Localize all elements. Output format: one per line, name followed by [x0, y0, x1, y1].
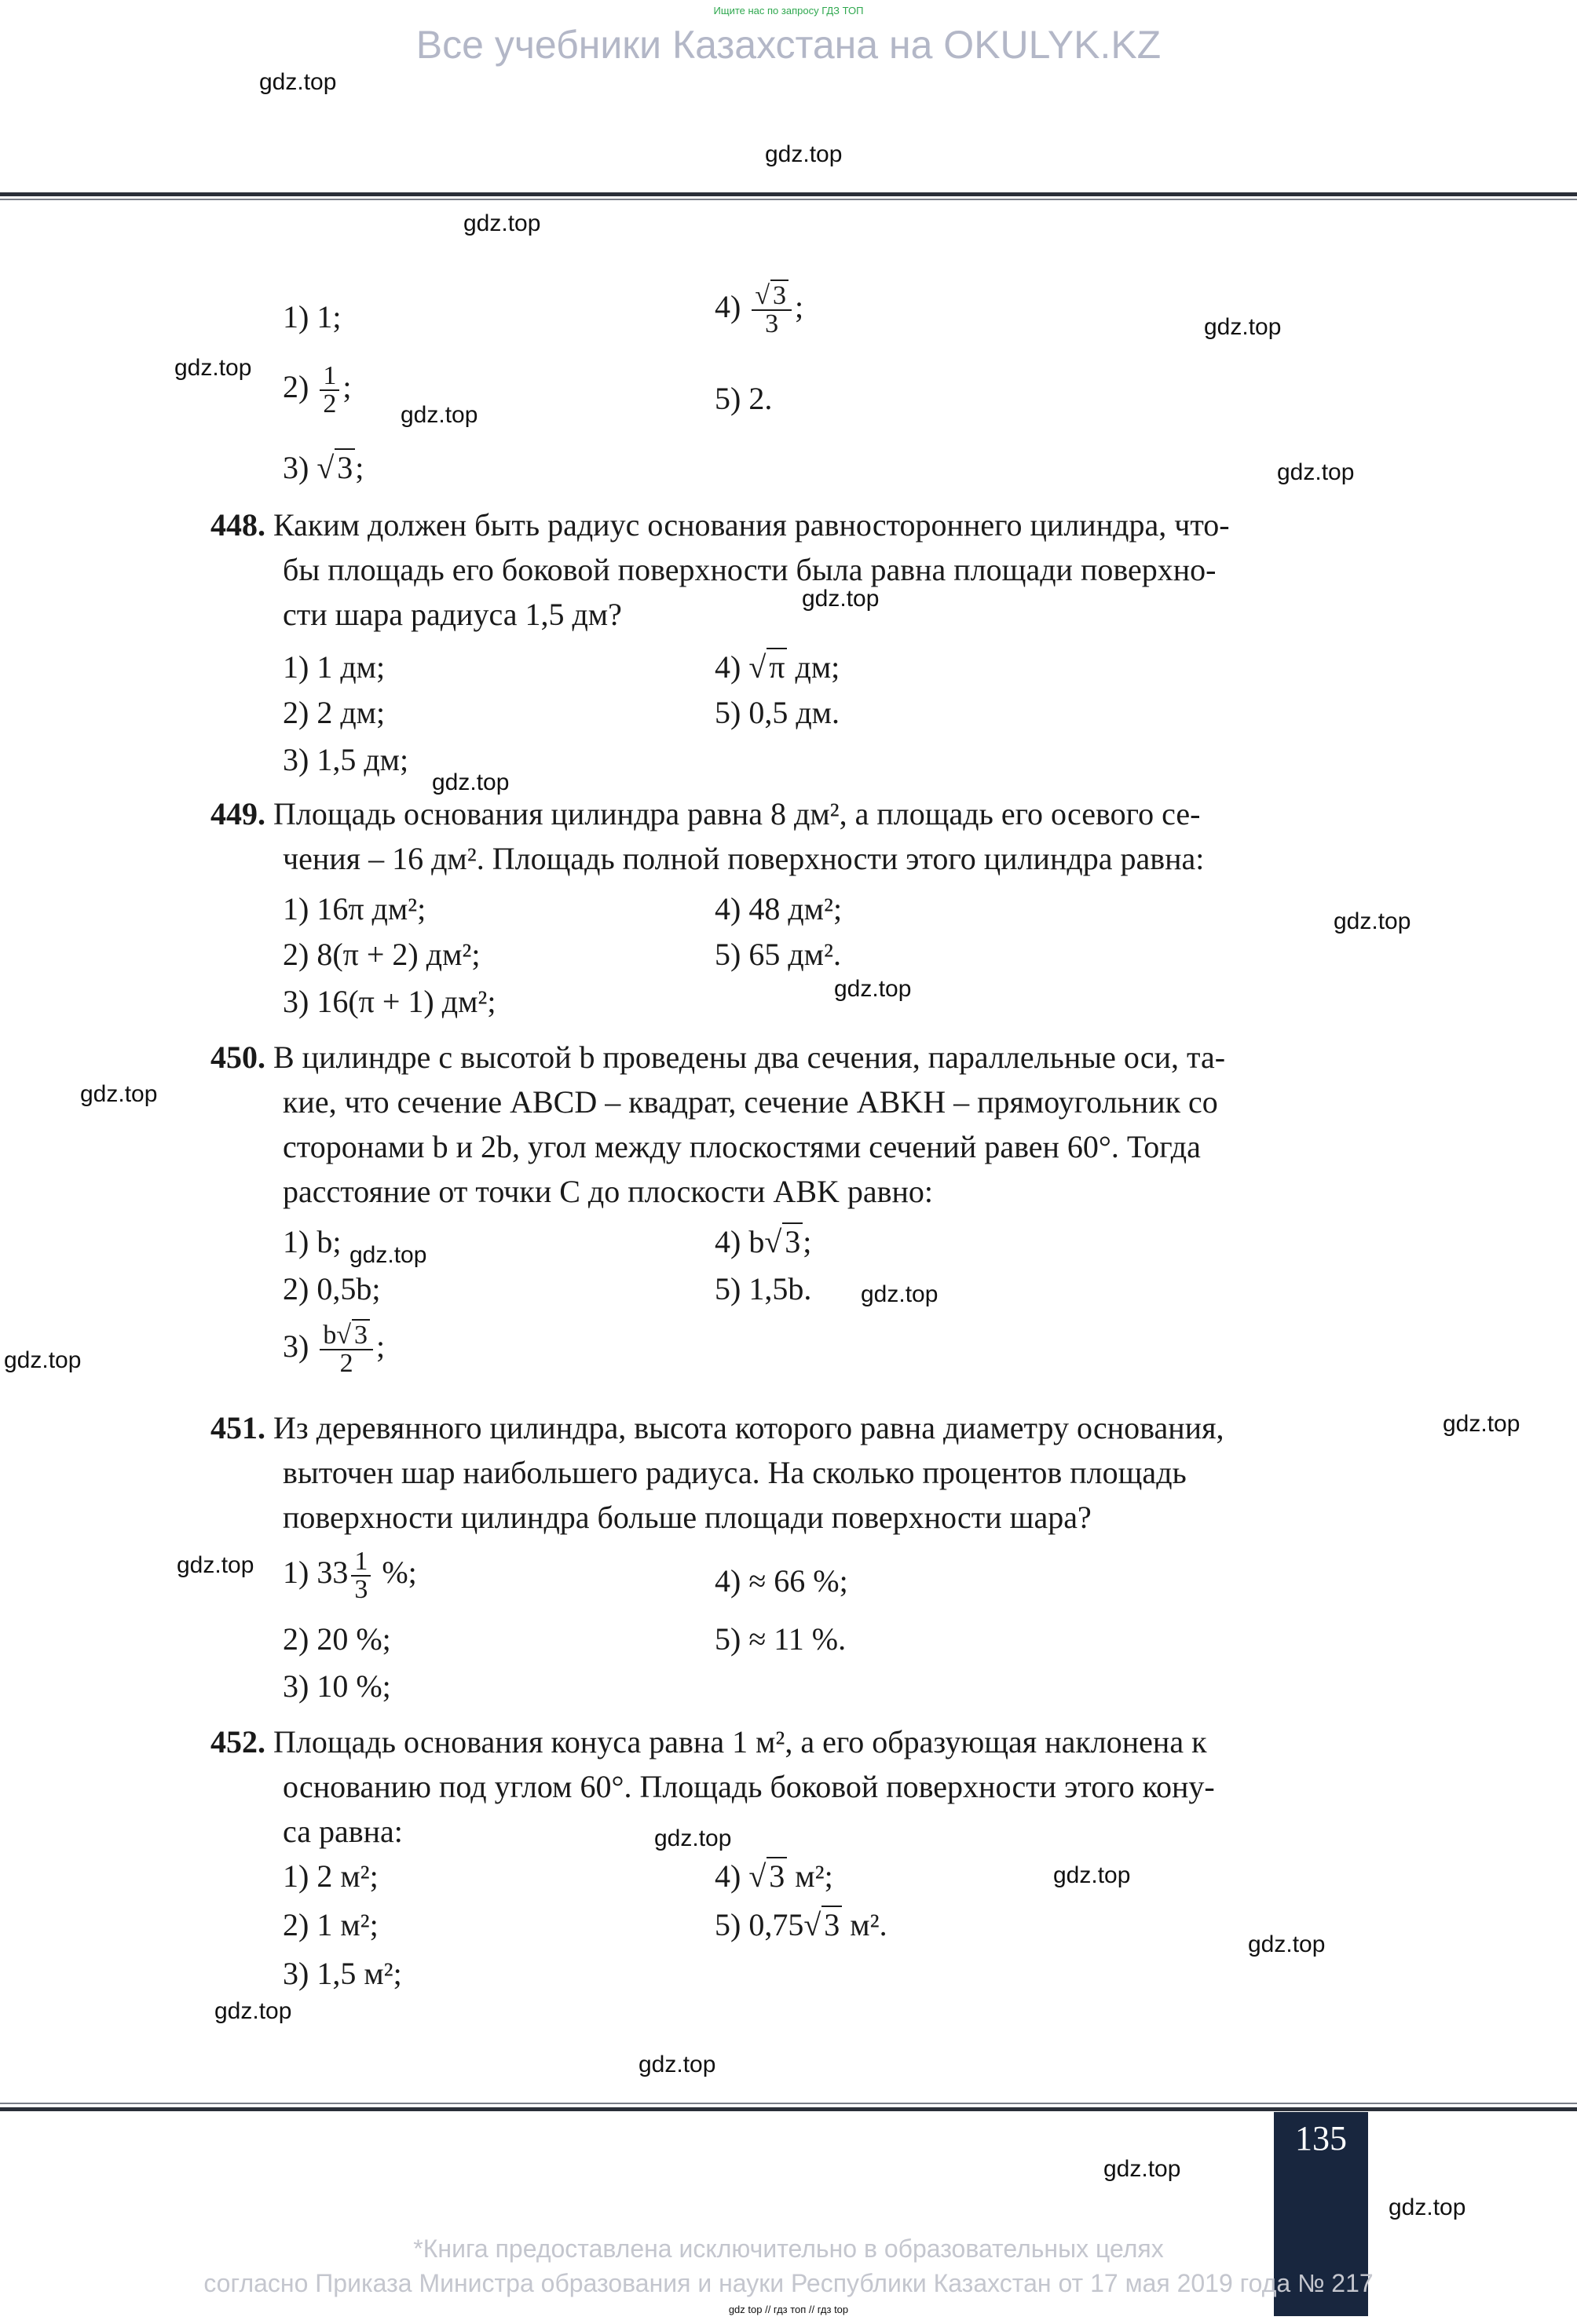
- watermark: gdz.top: [259, 69, 337, 95]
- watermark: gdz.top: [432, 769, 510, 795]
- p447-option-5: 5) 2.: [715, 381, 773, 416]
- p450-line-2: кие, что сечение ABCD – квадрат, сечение ABKH – прямоугольник со: [283, 1084, 1218, 1120]
- watermark: gdz.top: [1204, 314, 1282, 340]
- p449-option-5: 5) 65 дм².: [715, 937, 841, 972]
- fraction: $\frac{√ 3}{3}$: [752, 283, 792, 338]
- p450-line-1: 450. В цилиндре с высотой b проведены два сечения, параллельные оси, та-: [210, 1040, 1226, 1075]
- watermark: gdz.top: [765, 141, 843, 167]
- p448-option-2: 2) 2 дм;: [283, 695, 386, 730]
- p452-option-4: 4) √ 3 м²;: [715, 1858, 833, 1894]
- watermark: gdz.top: [638, 2052, 716, 2077]
- watermark: gdz.top: [1443, 1411, 1520, 1437]
- watermark: gdz.top: [1103, 2156, 1181, 2182]
- p451-line-2: выточен шар наибольшего радиуса. На сколько процентов площадь: [283, 1455, 1187, 1490]
- p449-option-1: 1) 16π дм²;: [283, 891, 426, 926]
- p447-option-3: 3) √ 3;: [283, 450, 364, 485]
- p449-option-3: 3) 16(π + 1) дм²;: [283, 984, 496, 1019]
- p452-option-5: 5) 0,75√ 3 м².: [715, 1907, 887, 1942]
- bottom-rule: [0, 2107, 1577, 2111]
- p449-option-2: 2) 8(π + 2) дм²;: [283, 937, 481, 972]
- watermark: gdz.top: [463, 210, 541, 236]
- p448-option-3: 3) 1,5 дм;: [283, 742, 409, 777]
- p451-line-3: поверхности цилиндра больше площади поверхности шара?: [283, 1500, 1092, 1535]
- p450-line-4: расстояние от точки C до плоскости ABK равно:: [283, 1174, 934, 1209]
- p447-option-1: 1) 1;: [283, 299, 342, 334]
- problem-number: 448.: [210, 507, 265, 543]
- p452-option-2: 2) 1 м²;: [283, 1907, 379, 1942]
- p452-line-1: 452. Площадь основания конуса равна 1 м², а его образующая наклонена к: [210, 1724, 1207, 1759]
- watermark: gdz.top: [1334, 908, 1411, 934]
- fraction: $\frac{1}{2}$: [320, 363, 339, 418]
- watermark: gdz.top: [177, 1552, 254, 1578]
- problem-number: 452.: [210, 1724, 265, 1759]
- p448-option-5: 5) 0,5 дм.: [715, 695, 840, 730]
- p450-option-3: 3) $\frac{b√ 3}{2}$ ;: [283, 1321, 386, 1378]
- site-banner[interactable]: Все учебники Казахстана на OKULYK.KZ: [415, 23, 1162, 67]
- problem-number: 451.: [210, 1410, 265, 1445]
- p448-line-2: бы площадь его боковой поверхности была равна площади поверхно-: [283, 552, 1217, 587]
- p448-option-1: 1) 1 дм;: [283, 649, 386, 685]
- footer-line-1: *Книга предоставлена исключительно в образовательных целях: [413, 2234, 1164, 2263]
- page-number: 135: [1295, 2119, 1347, 2158]
- p450-option-5: 5) 1,5b.: [715, 1271, 812, 1306]
- watermark: gdz.top: [802, 586, 880, 612]
- p452-option-1: 1) 2 м²;: [283, 1858, 379, 1894]
- p449-option-4: 4) 48 дм²;: [715, 891, 843, 926]
- p450-line-3: сторонами b и 2b, угол между плоскостями сечений равен 60°. Тогда: [283, 1129, 1201, 1164]
- watermark: gdz.top: [174, 355, 252, 381]
- watermark: gdz.top: [349, 1242, 427, 1268]
- p448-option-4: 4) √ π дм;: [715, 649, 840, 685]
- p451-option-1: 1) 33 $\frac{1}{3}$ %;: [283, 1547, 417, 1604]
- p450-option-2: 2) 0,5b;: [283, 1271, 381, 1306]
- watermark: gdz.top: [654, 1825, 732, 1851]
- footer-small[interactable]: gdz top // гдз топ // гдз top: [728, 2304, 849, 2315]
- watermark: gdz.top: [80, 1081, 158, 1107]
- p447-option-4: 4) $\frac{√ 3}{3}$ ;: [715, 281, 804, 338]
- p450-option-4: 4) b√ 3;: [715, 1224, 812, 1259]
- p451-option-3: 3) 10 %;: [283, 1668, 391, 1704]
- p449-line-1: 449. Площадь основания цилиндра равна 8 дм², а площадь его осевого се-: [210, 796, 1201, 831]
- watermark: gdz.top: [4, 1347, 82, 1373]
- bottom-rule-thin: [0, 2103, 1577, 2104]
- top-rule-thin: [0, 199, 1577, 200]
- p452-option-3: 3) 1,5 м²;: [283, 1956, 402, 1991]
- watermark: gdz.top: [834, 976, 912, 1002]
- p451-option-4: 4) ≈ 66 %;: [715, 1563, 848, 1599]
- problem-number: 450.: [210, 1040, 265, 1075]
- p447-option-2: 2) $\frac{1}{2}$ ;: [283, 361, 352, 418]
- watermark: gdz.top: [1277, 459, 1355, 485]
- p449-line-2: чения – 16 дм². Площадь полной поверхности этого цилиндра равна:: [283, 841, 1205, 876]
- fraction: $\frac{b√ 3}{2}$: [320, 1322, 373, 1377]
- p451-option-2: 2) 20 %;: [283, 1621, 391, 1657]
- watermark: gdz.top: [1248, 1931, 1326, 1957]
- watermark: gdz.top: [861, 1281, 939, 1307]
- p448-line-1: 448. Каким должен быть радиус основания равностороннего цилиндра, что-: [210, 507, 1230, 543]
- footer-line-2: согласно Приказа Министра образования и науки Республики Казахстан от 17 мая 2019 года № 217: [203, 2269, 1374, 2297]
- problem-number: 449.: [210, 796, 265, 831]
- top-rule: [0, 192, 1577, 196]
- p452-line-3: са равна:: [283, 1814, 403, 1849]
- watermark: gdz.top: [214, 1998, 292, 2024]
- watermark: gdz.top: [1389, 2194, 1466, 2220]
- p448-line-3: сти шара радиуса 1,5 дм?: [283, 597, 622, 632]
- p451-option-5: 5) ≈ 11 %.: [715, 1621, 847, 1657]
- p451-line-1: 451. Из деревянного цилиндра, высота которого равна диаметру основания,: [210, 1410, 1224, 1445]
- p452-line-2: основанию под углом 60°. Площадь боковой поверхности этого кону-: [283, 1769, 1215, 1804]
- p450-option-1: 1) b;: [283, 1224, 342, 1259]
- top-note: Ищите нас по запросу ГДЗ ТОП: [713, 5, 864, 16]
- watermark: gdz.top: [1053, 1862, 1131, 1888]
- watermark: gdz.top: [401, 402, 478, 428]
- fraction: $\frac{1}{3}$: [351, 1548, 371, 1603]
